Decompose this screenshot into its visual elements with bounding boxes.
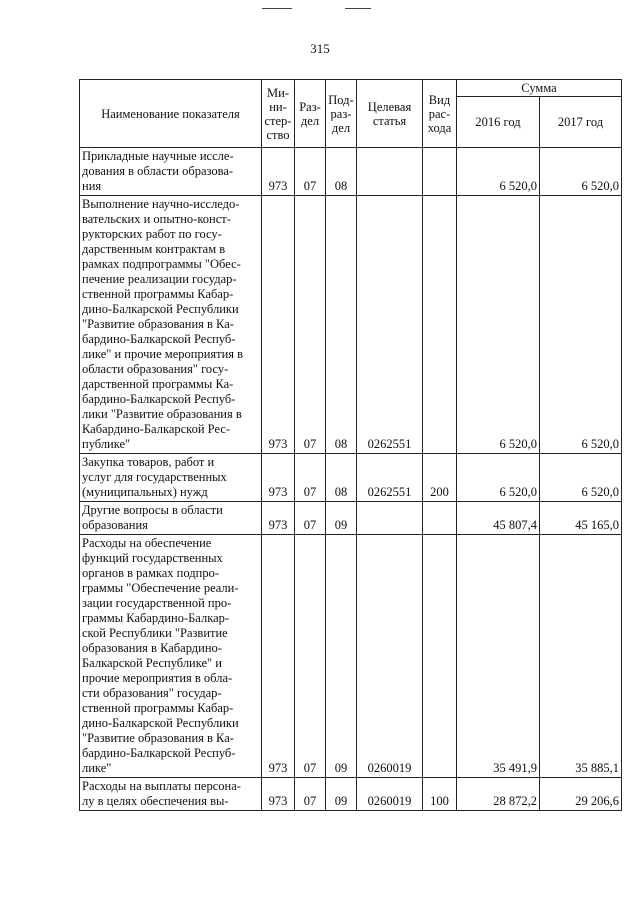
row-expense-type: 200 (423, 454, 457, 502)
row-expense-type (423, 502, 457, 535)
row-expense-type (423, 535, 457, 778)
row-amount-2016: 45 807,4 (457, 502, 540, 535)
table-row (80, 454, 622, 502)
row-expense-type (423, 196, 457, 454)
row-subsection: 09 (326, 535, 357, 778)
header-target-item: Целевая статья (357, 80, 423, 148)
row-name: Прикладные научные иссле- дования в области образова- ния (80, 148, 262, 196)
table-row (80, 535, 622, 778)
row-subsection: 08 (326, 148, 357, 196)
row-section: 07 (295, 148, 326, 196)
row-target-item: 0260019 (357, 778, 423, 811)
row-ministry: 973 (262, 778, 295, 811)
row-target-item: 0260019 (357, 535, 423, 778)
row-ministry: 973 (262, 454, 295, 502)
row-name: Расходы на обеспечение функций государственных органов в рамках подпро- граммы "Обеспечение реали- зации государственной про- граммы Кабардино-Балкар- ской Республики "Развитие образования в Кабардино- Балкарской Республике" и прочие мероприятия в обла- сти образования" государ- ственной программы Кабар- дино-Балкарской Республики "Развитие образования в Ка- бардино-Балкарской Респуб- лике" (80, 535, 262, 778)
header-ministry: Ми- ни- стер- ство (262, 80, 295, 148)
row-section: 07 (295, 778, 326, 811)
row-expense-type: 100 (423, 778, 457, 811)
row-name: Закупка товаров, работ и услуг для государственных (муниципальных) нужд (80, 454, 262, 502)
row-section: 07 (295, 535, 326, 778)
page-number: 315 (310, 41, 330, 56)
budget-table (79, 79, 622, 811)
row-section: 07 (295, 502, 326, 535)
header-expense-type: Вид рас- хода (423, 80, 457, 148)
row-name: Другие вопросы в области образования (80, 502, 262, 535)
row-amount-2017: 6 520,0 (540, 454, 622, 502)
scan-artifact-right (345, 0, 371, 9)
row-section: 07 (295, 196, 326, 454)
row-subsection: 08 (326, 196, 357, 454)
row-amount-2017: 29 206,6 (540, 778, 622, 811)
table-row (80, 778, 622, 811)
row-subsection: 09 (326, 778, 357, 811)
table-body (80, 148, 622, 811)
row-subsection: 09 (326, 502, 357, 535)
header-year-2016: 2016 год (457, 97, 540, 148)
row-amount-2016: 6 520,0 (457, 148, 540, 196)
row-expense-type (423, 148, 457, 196)
row-ministry: 973 (262, 535, 295, 778)
scan-artifact-left (262, 0, 292, 9)
row-ministry: 973 (262, 196, 295, 454)
row-subsection: 08 (326, 454, 357, 502)
row-amount-2017: 6 520,0 (540, 196, 622, 454)
header-subsection: Под- раз- дел (326, 80, 357, 148)
table-row (80, 148, 622, 196)
row-target-item (357, 148, 423, 196)
row-ministry: 973 (262, 148, 295, 196)
row-target-item: 0262551 (357, 454, 423, 502)
row-target-item: 0262551 (357, 196, 423, 454)
header-section: Раз- дел (295, 80, 326, 148)
row-amount-2017: 35 885,1 (540, 535, 622, 778)
row-amount-2017: 6 520,0 (540, 148, 622, 196)
row-name: Расходы на выплаты персона- лу в целях обеспечения вы- (80, 778, 262, 811)
row-amount-2016: 6 520,0 (457, 454, 540, 502)
row-amount-2016: 28 872,2 (457, 778, 540, 811)
row-target-item (357, 502, 423, 535)
header-sum: Сумма (457, 80, 622, 97)
header-name: Наименование показателя (80, 80, 262, 148)
row-amount-2016: 6 520,0 (457, 196, 540, 454)
row-amount-2017: 45 165,0 (540, 502, 622, 535)
table-row (80, 502, 622, 535)
row-amount-2016: 35 491,9 (457, 535, 540, 778)
table-row (80, 196, 622, 454)
row-name: Выполнение научно-исследо- вательских и опытно-конст- рукторских работ по госу- дарственным контрактам в рамках подпрограммы "Обес- печение реализации государ- ственной программы Кабар- дино-Балкарской Республики "Развитие образования в Ка- бардино-Балкарской Респуб- лике" и прочие мероприятия в области образования" госу- дарственной программы Ка- бардино-Балкарской Респуб- лики "Развитие образования в Кабардино-Балкарской Рес- публике" (80, 196, 262, 454)
header-year-2017: 2017 год (540, 97, 622, 148)
row-section: 07 (295, 454, 326, 502)
row-ministry: 973 (262, 502, 295, 535)
